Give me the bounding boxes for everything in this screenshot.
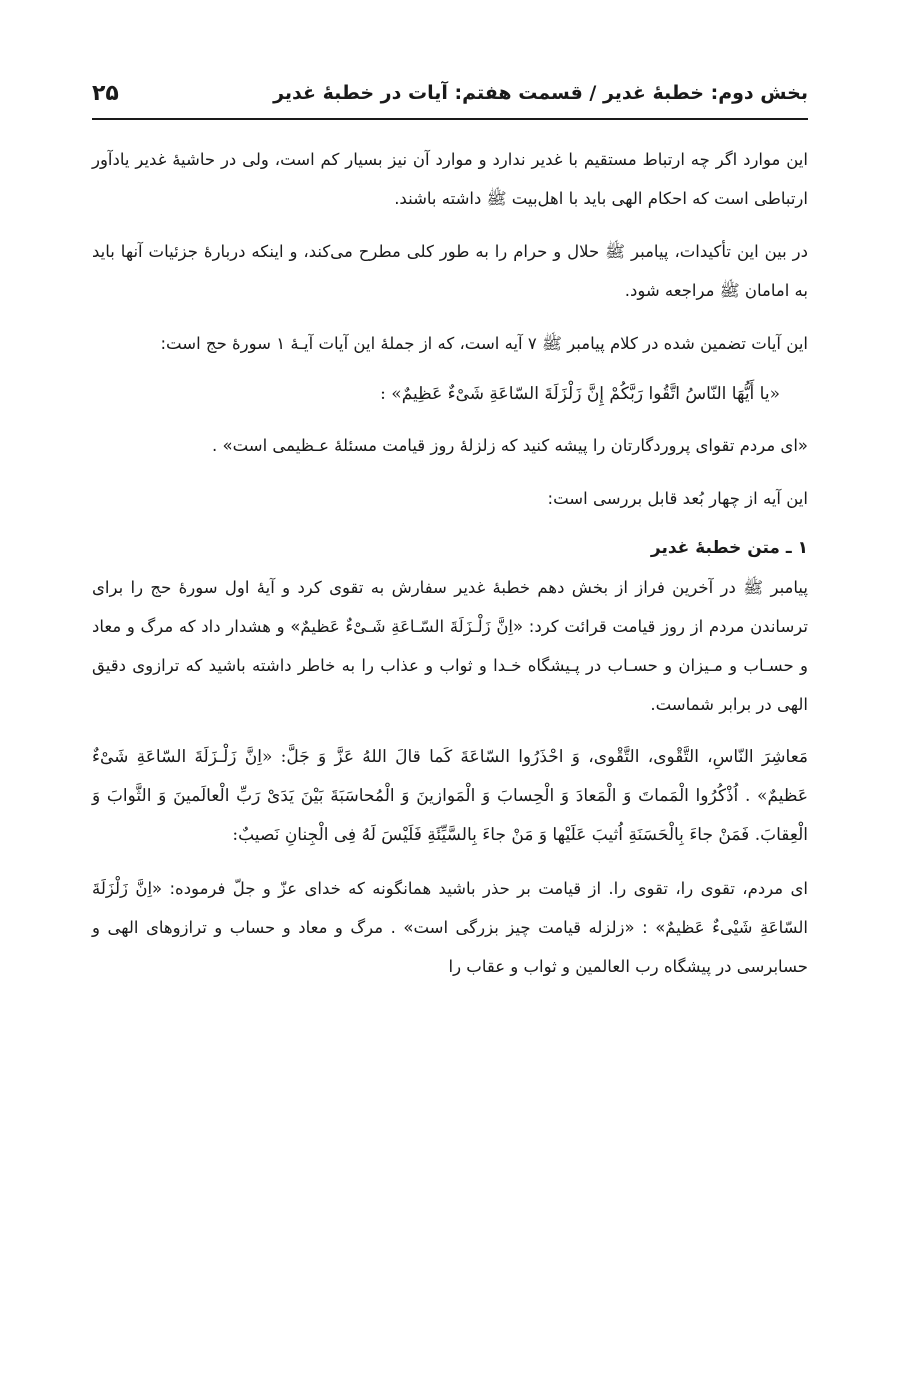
page-number: ۲۵ [92,80,119,106]
section-heading-ghadir-text: ۱ ـ متن خطبهٔ غدیر [650,538,808,558]
header-rule [92,118,808,120]
arabic-sermon-text: مَعاشِرَ النّاسِ، التَّقْوی، التَّقْوی، وَ احْذَرُوا السّاعَةَ کَما قالَ اللهُ عَزَّ وَ جَلَّ: «اِنَّ زَلْـزَلَةَ السّاعَةِ شَیْءٌ عَظیمٌ» . اُذْکُرُوا الْمَماتَ وَ الْمَعادَ وَ الْحِسابَ وَ الْمَوازینَ وَ الْمُحاسَبَةَ بَیْنَ یَدَیْ رَبِّ الْعالَمینَ وَ الثَّوابَ وَ الْعِقابَ. فَمَنْ جاءَ بِالْحَسَنَةِ اُثیبَ عَلَیْها وَ مَنْ جاءَ بِالسَّیِّئَةِ فَلَیْسَ لَهُ فِی الْجِنانِ نَصیبٌ: [92,747,808,845]
running-header [92,70,808,116]
paragraph-four-dimensions: این آیه از چهار بُعد قابل بررسی است: [547,489,808,508]
paragraph-halal-haram: در بین این تأکیدات، پیامبر ﷺ حلال و حرام را به طور کلی مطرح می‌کند، و اینکه دربارهٔ جزئیات آنها باید به امامان ﷺ مراجعه شود. [92,242,808,300]
paragraph-sermon-description: پیامبر ﷺ در آخرین فراز از بخش دهم خطبهٔ غدیر سفارش به تقوی کرد و آیهٔ اول سورهٔ حج را برای ترساندن مردم از روز قیامت قرائت کرد: «اِنَّ زَلْـزَلَةَ السّـاعَةِ شَـیْءٌ عَظیمٌ» و هشدار داد که مرگ و معاد و حسـاب و مـیزان و حسـاب در پـیشگاه خـدا و ثواب و عذاب را به خاطر داشته باشید که ترازوی دقیق الهی در برابر شماست. [92,578,808,714]
verse-translation: «ای مردم تقوای پروردگارتان را پیشه کنید که زلزلهٔ روز قیامت مسئلهٔ عـظیمی است» . [211,436,808,455]
paragraph-seven-verses: این آیات تضمین شده در کلام پیامبر ﷺ ۷ آیه است، که از جملهٔ این آیات آیـهٔ ۱ سورهٔ حج است: [160,334,808,353]
quran-verse-hajj-1: «یا أَیُّهَا النّاسُ اتَّقُوا رَبَّکُمْ إِنَّ زَلْزَلَةَ السّاعَةِ شَیْءٌ عَظِیمٌ» : [380,384,780,404]
running-header-title: بخش دوم: خطبهٔ غدیر / قسمت هفتم: آیات در خطبهٔ غدیر [273,82,808,104]
page-body [92,140,808,1000]
paragraph-ahkam-ahlulbayt: این موارد اگر چه ارتباط مستقیم با غدیر ندارد و موارد آن نیز بسیار کم است، ولی در حاشیهٔ غدیر یادآور ارتباطی است که احکام الهی باید با اهل‌بیت ﷺ داشته باشند. [92,150,808,208]
paragraph-sermon-translation: ای مردم، تقوی را، تقوی را. از قیامت بر حذر باشید همانگونه که خدای عزّ و جلّ فرموده: «اِنَّ زَلْزَلَةَ السّاعَةِ شَیْیءٌ عَظیمٌ» : «زلزله قیامت چیز بزرگی است» . مرگ و معاد و حساب و ترازوهای الهی و حسابرسی در پیشگاه رب العالمین و ثواب و عقاب را [92,879,808,976]
